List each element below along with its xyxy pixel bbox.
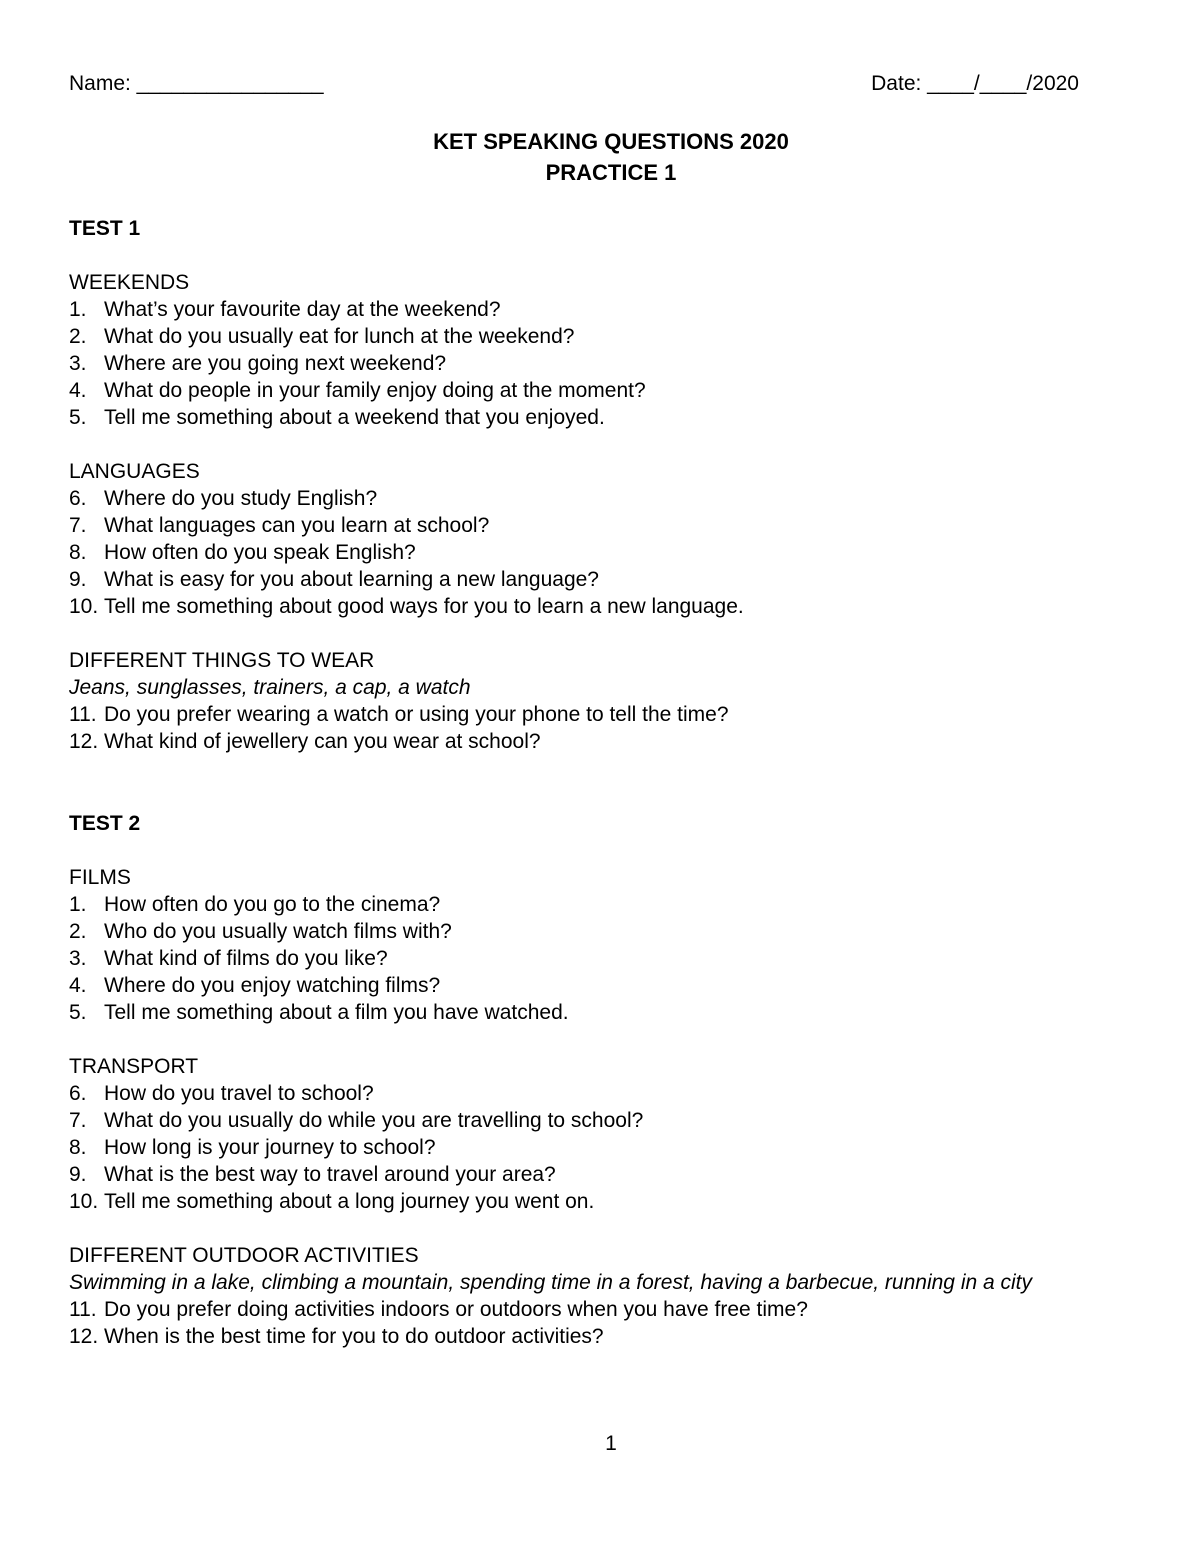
question-text: How often do you speak English? bbox=[104, 541, 416, 564]
question-text: Do you prefer wearing a watch or using your phone to tell the time? bbox=[104, 703, 729, 726]
question-number: 11. bbox=[69, 703, 97, 726]
question-number: 1. bbox=[69, 893, 87, 916]
date-field-label: Date: ____/____/2020 bbox=[871, 72, 1079, 95]
question-number: 8. bbox=[69, 541, 87, 564]
name-field-label: Name: ________________ bbox=[69, 72, 324, 95]
page-number: 1 bbox=[605, 1432, 617, 1455]
question-number: 7. bbox=[69, 1109, 87, 1132]
header-row bbox=[69, 70, 1079, 98]
test-1-section bbox=[69, 215, 1179, 755]
question-text: Tell me something about good ways for you to learn a new language. bbox=[104, 595, 744, 618]
question-list bbox=[69, 1296, 1179, 1350]
question-item bbox=[69, 1323, 1179, 1350]
question-number: 6. bbox=[69, 1082, 87, 1105]
test-heading: TEST 2 bbox=[69, 812, 141, 835]
question-item bbox=[69, 377, 1179, 404]
question-item bbox=[69, 539, 1179, 566]
question-item bbox=[69, 918, 1179, 945]
question-text: Where do you enjoy watching films? bbox=[104, 974, 441, 997]
question-list bbox=[69, 701, 1179, 755]
question-number: 4. bbox=[69, 379, 87, 402]
question-text: How long is your journey to school? bbox=[104, 1136, 436, 1159]
question-item bbox=[69, 1161, 1179, 1188]
question-item bbox=[69, 1080, 1179, 1107]
question-number: 12. bbox=[69, 1325, 99, 1348]
question-number: 10. bbox=[69, 595, 99, 618]
question-item bbox=[69, 728, 1179, 755]
question-item bbox=[69, 296, 1179, 323]
question-text: Tell me something about a long journey you went on. bbox=[104, 1190, 595, 1213]
question-text: What kind of jewellery can you wear at school? bbox=[104, 730, 541, 753]
title-line-2: PRACTICE 1 bbox=[545, 160, 677, 185]
question-text: What is the best way to travel around your area? bbox=[104, 1163, 556, 1186]
question-item bbox=[69, 566, 1179, 593]
test-heading: TEST 1 bbox=[69, 217, 141, 240]
question-text: How do you travel to school? bbox=[104, 1082, 374, 1105]
document-title bbox=[0, 126, 1200, 188]
question-item bbox=[69, 323, 1179, 350]
question-text: Tell me something about a weekend that you enjoyed. bbox=[104, 406, 605, 429]
topic-heading: FILMS bbox=[69, 866, 131, 889]
question-number: 1. bbox=[69, 298, 87, 321]
question-number: 10. bbox=[69, 1190, 99, 1213]
question-item bbox=[69, 972, 1179, 999]
question-item bbox=[69, 485, 1179, 512]
test-2-section bbox=[69, 810, 1179, 1350]
topic-heading: LANGUAGES bbox=[69, 460, 200, 483]
question-text: Where are you going next weekend? bbox=[104, 352, 447, 375]
question-number: 6. bbox=[69, 487, 87, 510]
question-number: 9. bbox=[69, 568, 87, 591]
question-text: Where do you study English? bbox=[104, 487, 378, 510]
question-text: Tell me something about a film you have watched. bbox=[104, 1001, 569, 1024]
question-number: 3. bbox=[69, 947, 87, 970]
question-list bbox=[69, 891, 1179, 1026]
question-item bbox=[69, 1296, 1179, 1323]
topic-heading: TRANSPORT bbox=[69, 1055, 199, 1078]
question-text: What is easy for you about learning a new language? bbox=[104, 568, 599, 591]
question-item bbox=[69, 891, 1179, 918]
question-text: When is the best time for you to do outdoor activities? bbox=[104, 1325, 604, 1348]
question-item bbox=[69, 1134, 1179, 1161]
question-text: What languages can you learn at school? bbox=[104, 514, 490, 537]
topic-prompt: Jeans, sunglasses, trainers, a cap, a watch bbox=[69, 676, 471, 699]
question-item bbox=[69, 945, 1179, 972]
question-text: What do you usually do while you are travelling to school? bbox=[104, 1109, 644, 1132]
question-item bbox=[69, 350, 1179, 377]
question-item bbox=[69, 701, 1179, 728]
question-text: What’s your favourite day at the weekend? bbox=[104, 298, 501, 321]
topic-prompt: Swimming in a lake, climbing a mountain, spending time in a forest, having a barbecue, running in a city bbox=[69, 1271, 1033, 1294]
question-number: 2. bbox=[69, 325, 87, 348]
question-text: Who do you usually watch films with? bbox=[104, 920, 452, 943]
question-text: How often do you go to the cinema? bbox=[104, 893, 441, 916]
question-text: What kind of films do you like? bbox=[104, 947, 388, 970]
question-item bbox=[69, 512, 1179, 539]
question-item bbox=[69, 1188, 1179, 1215]
question-item bbox=[69, 593, 1179, 620]
question-number: 5. bbox=[69, 1001, 87, 1024]
question-number: 5. bbox=[69, 406, 87, 429]
question-number: 3. bbox=[69, 352, 87, 375]
topic-heading: DIFFERENT THINGS TO WEAR bbox=[69, 649, 375, 672]
question-number: 8. bbox=[69, 1136, 87, 1159]
question-number: 9. bbox=[69, 1163, 87, 1186]
question-number: 2. bbox=[69, 920, 87, 943]
question-text: What do people in your family enjoy doing at the moment? bbox=[104, 379, 646, 402]
title-line-1: KET SPEAKING QUESTIONS 2020 bbox=[433, 129, 789, 154]
question-item bbox=[69, 1107, 1179, 1134]
question-number: 4. bbox=[69, 974, 87, 997]
topic-heading: WEEKENDS bbox=[69, 271, 190, 294]
topic-heading: DIFFERENT OUTDOOR ACTIVITIES bbox=[69, 1244, 419, 1267]
question-number: 12. bbox=[69, 730, 99, 753]
question-text: What do you usually eat for lunch at the weekend? bbox=[104, 325, 575, 348]
question-list bbox=[69, 296, 1179, 431]
question-number: 11. bbox=[69, 1298, 97, 1321]
question-item bbox=[69, 999, 1179, 1026]
question-item bbox=[69, 404, 1179, 431]
question-number: 7. bbox=[69, 514, 87, 537]
question-list bbox=[69, 485, 1179, 620]
question-list bbox=[69, 1080, 1179, 1215]
question-text: Do you prefer doing activities indoors or outdoors when you have free time? bbox=[104, 1298, 808, 1321]
